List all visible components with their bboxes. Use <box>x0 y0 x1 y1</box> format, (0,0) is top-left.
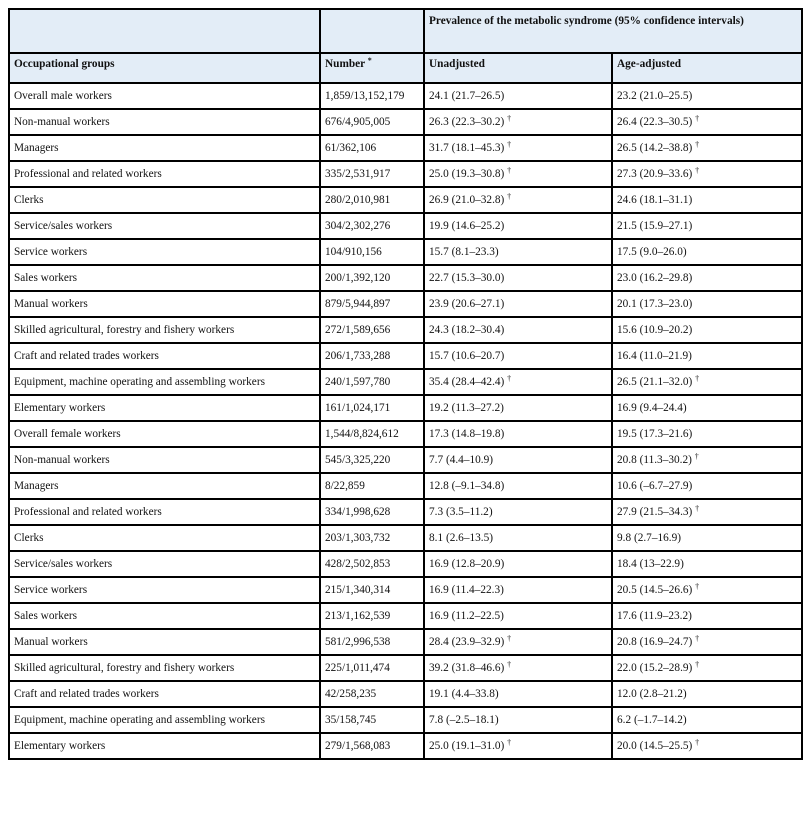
unadjusted-cell-value: 17.3 (14.8–19.8) <box>429 428 505 440</box>
group-cell-value: Manual workers <box>14 636 88 648</box>
number-cell-value: 42/258,235 <box>325 688 377 700</box>
group-cell <box>9 499 320 525</box>
group-cell <box>9 473 320 499</box>
unadjusted-cell <box>424 473 612 499</box>
number-cell-value: 279/1,568,083 <box>325 740 391 752</box>
unadjusted-cell <box>424 135 612 161</box>
table-row <box>9 187 802 213</box>
age-adjusted-cell-value: 20.8 (16.9–24.7) <box>617 636 693 648</box>
unadjusted-cell <box>424 395 612 421</box>
group-cell <box>9 343 320 369</box>
number-cell <box>320 473 424 499</box>
number-cell <box>320 109 424 135</box>
unadjusted-cell <box>424 369 612 395</box>
table-row <box>9 577 802 603</box>
unadjusted-cell-value: 31.7 (18.1–45.3) <box>429 142 505 154</box>
age-adjusted-cell <box>612 733 802 759</box>
table-container <box>8 8 803 760</box>
unadjusted-cell <box>424 161 612 187</box>
unadjusted-cell <box>424 317 612 343</box>
group-cell <box>9 707 320 733</box>
age-adjusted-cell-value: 17.6 (11.9–23.2) <box>617 610 692 622</box>
group-cell-value: Skilled agricultural, forestry and fishery workers <box>14 662 235 674</box>
unadjusted-cell <box>424 551 612 577</box>
number-cell-value: 206/1,733,288 <box>325 350 391 362</box>
age-adjusted-cell-value: 16.9 (9.4–24.4) <box>617 402 687 414</box>
prevalence-table <box>8 8 803 760</box>
number-cell-value: 879/5,944,897 <box>325 298 391 310</box>
number-cell <box>320 291 424 317</box>
number-cell <box>320 369 424 395</box>
table-row <box>9 239 802 265</box>
age-adjusted-cell <box>612 577 802 603</box>
group-cell-value: Service workers <box>14 584 88 596</box>
number-cell <box>320 551 424 577</box>
unadjusted-cell <box>424 577 612 603</box>
unadjusted-cell-value: 35.4 (28.4–42.4) <box>429 376 505 388</box>
age-adjusted-cell <box>612 187 802 213</box>
number-cell-value: 581/2,996,538 <box>325 636 391 648</box>
age-adjusted-cell-value: 26.5 (14.2–38.8) <box>617 142 693 154</box>
number-cell <box>320 317 424 343</box>
age-adjusted-cell-value: 26.5 (21.1–32.0) <box>617 376 693 388</box>
number-cell <box>320 265 424 291</box>
table-row <box>9 291 802 317</box>
group-cell <box>9 135 320 161</box>
table-row <box>9 447 802 473</box>
age-adjusted-cell <box>612 681 802 707</box>
group-cell <box>9 655 320 681</box>
significance-mark: † <box>695 166 700 175</box>
group-cell-value: Service/sales workers <box>14 220 113 232</box>
age-adjusted-cell <box>612 499 802 525</box>
age-adjusted-cell-value: 18.4 (13–22.9) <box>617 558 684 570</box>
unadjusted-cell-value: 7.8 (–2.5–18.1) <box>429 714 499 726</box>
number-cell <box>320 395 424 421</box>
number-cell-value: 428/2,502,853 <box>325 558 391 570</box>
unadjusted-cell <box>424 109 612 135</box>
group-cell-value: Managers <box>14 142 59 154</box>
group-cell <box>9 109 320 135</box>
group-cell <box>9 629 320 655</box>
significance-mark: † <box>507 634 512 643</box>
age-adjusted-cell-value: 17.5 (9.0–26.0) <box>617 246 687 258</box>
number-cell-value: 272/1,589,656 <box>325 324 391 336</box>
unadjusted-cell-value: 23.9 (20.6–27.1) <box>429 298 505 310</box>
group-cell-value: Elementary workers <box>14 402 106 414</box>
unadjusted-cell-value: 26.3 (22.3–30.2) <box>429 116 505 128</box>
group-cell-value: Professional and related workers <box>14 506 162 518</box>
age-adjusted-cell <box>612 551 802 577</box>
table-row <box>9 109 802 135</box>
header-row-top <box>9 9 802 53</box>
table-row <box>9 265 802 291</box>
unadjusted-cell <box>424 525 612 551</box>
age-adjusted-cell <box>612 421 802 447</box>
prevalence-group-header: Prevalence of the metabolic syndrome (95% confidence intervals) <box>424 9 802 53</box>
table-row <box>9 421 802 447</box>
age-adjusted-cell <box>612 447 802 473</box>
significance-mark: † <box>507 114 512 123</box>
number-cell-value: 35/158,745 <box>325 714 377 726</box>
number-cell-value: 215/1,340,314 <box>325 584 391 596</box>
age-adjusted-cell <box>612 161 802 187</box>
number-cell-value: 676/4,905,005 <box>325 116 391 128</box>
significance-mark: † <box>507 738 512 747</box>
number-cell-value: 61/362,106 <box>325 142 377 154</box>
age-adjusted-cell <box>612 473 802 499</box>
number-cell <box>320 525 424 551</box>
age-adjusted-cell <box>612 655 802 681</box>
age-adjusted-cell-value: 27.3 (20.9–33.6) <box>617 168 693 180</box>
group-cell-value: Craft and related trades workers <box>14 688 159 700</box>
table-row <box>9 369 802 395</box>
table-row <box>9 83 802 109</box>
group-cell-value: Managers <box>14 480 59 492</box>
table-row <box>9 395 802 421</box>
number-cell <box>320 213 424 239</box>
significance-mark: † <box>507 374 512 383</box>
age-adjusted-cell-value: 16.4 (11.0–21.9) <box>617 350 692 362</box>
header-empty-cell <box>9 9 320 53</box>
unadjusted-cell-value: 25.0 (19.3–30.8) <box>429 168 505 180</box>
number-cell <box>320 499 424 525</box>
table-row <box>9 317 802 343</box>
group-cell <box>9 733 320 759</box>
number-cell <box>320 421 424 447</box>
number-cell-value: 304/2,302,276 <box>325 220 391 232</box>
number-cell <box>320 603 424 629</box>
number-cell <box>320 733 424 759</box>
unadjusted-cell-value: 28.4 (23.9–32.9) <box>429 636 505 648</box>
age-adjusted-cell <box>612 629 802 655</box>
unadjusted-cell-value: 16.9 (12.8–20.9) <box>429 558 505 570</box>
age-adjusted-cell-value: 9.8 (2.7–16.9) <box>617 532 682 544</box>
significance-mark: † <box>695 634 700 643</box>
number-cell-value: 1,544/8,824,612 <box>325 428 399 440</box>
table-row <box>9 733 802 759</box>
table-row <box>9 473 802 499</box>
group-cell <box>9 161 320 187</box>
age-adjusted-cell <box>612 135 802 161</box>
age-adjusted-cell <box>612 369 802 395</box>
group-cell-value: Equipment, machine operating and assembling workers <box>14 376 265 388</box>
number-cell <box>320 239 424 265</box>
group-cell-value: Service workers <box>14 246 88 258</box>
group-cell-value: Non-manual workers <box>14 454 110 466</box>
age-adjusted-cell-value: 15.6 (10.9–20.2) <box>617 324 693 336</box>
unadjusted-cell-value: 19.2 (11.3–27.2) <box>429 402 504 414</box>
group-cell-value: Overall female workers <box>14 428 121 440</box>
group-cell-value: Sales workers <box>14 610 78 622</box>
col-number <box>320 53 424 83</box>
table-row <box>9 161 802 187</box>
age-adjusted-cell <box>612 109 802 135</box>
significance-mark: † <box>507 140 512 149</box>
unadjusted-cell-value: 16.9 (11.2–22.5) <box>429 610 504 622</box>
number-cell <box>320 343 424 369</box>
unadjusted-cell <box>424 655 612 681</box>
number-cell-value: 203/1,303,732 <box>325 532 391 544</box>
unadjusted-cell <box>424 265 612 291</box>
group-cell <box>9 525 320 551</box>
significance-mark: † <box>695 738 700 747</box>
table-row <box>9 343 802 369</box>
table-row <box>9 551 802 577</box>
age-adjusted-cell-value: 10.6 (–6.7–27.9) <box>617 480 693 492</box>
table-row <box>9 629 802 655</box>
age-adjusted-cell <box>612 213 802 239</box>
age-adjusted-cell <box>612 291 802 317</box>
table-row <box>9 135 802 161</box>
unadjusted-cell <box>424 499 612 525</box>
group-cell <box>9 603 320 629</box>
group-cell <box>9 551 320 577</box>
number-cell-value: 104/910,156 <box>325 246 382 258</box>
group-cell <box>9 83 320 109</box>
unadjusted-cell-value: 7.3 (3.5–11.2) <box>429 506 493 518</box>
age-adjusted-cell <box>612 265 802 291</box>
number-cell-value: 1,859/13,152,179 <box>325 90 405 102</box>
age-adjusted-cell-value: 22.0 (15.2–28.9) <box>617 662 693 674</box>
group-cell-value: Clerks <box>14 194 44 206</box>
significance-mark: † <box>695 660 700 669</box>
age-adjusted-cell-value: 19.5 (17.3–21.6) <box>617 428 693 440</box>
age-adjusted-cell-value: 21.5 (15.9–27.1) <box>617 220 693 232</box>
unadjusted-cell <box>424 83 612 109</box>
number-cell <box>320 83 424 109</box>
unadjusted-cell-value: 24.3 (18.2–30.4) <box>429 324 505 336</box>
significance-mark: † <box>695 582 700 591</box>
group-cell <box>9 369 320 395</box>
unadjusted-cell-value: 22.7 (15.3–30.0) <box>429 272 505 284</box>
unadjusted-cell <box>424 291 612 317</box>
table-body <box>9 83 802 759</box>
group-cell-value: Overall male workers <box>14 90 112 102</box>
age-adjusted-cell-value: 24.6 (18.1–31.1) <box>617 194 693 206</box>
group-cell <box>9 265 320 291</box>
age-adjusted-cell-value: 6.2 (–1.7–14.2) <box>617 714 687 726</box>
age-adjusted-cell <box>612 707 802 733</box>
number-cell-value: 161/1,024,171 <box>325 402 391 414</box>
number-cell <box>320 187 424 213</box>
col-unadjusted: Unadjusted <box>424 53 612 83</box>
table-row <box>9 603 802 629</box>
unadjusted-cell-value: 15.7 (10.6–20.7) <box>429 350 505 362</box>
significance-mark: † <box>695 504 700 513</box>
col-occupational-groups: Occupational groups <box>9 53 320 83</box>
unadjusted-cell-value: 26.9 (21.0–32.8) <box>429 194 505 206</box>
unadjusted-cell-value: 8.1 (2.6–13.5) <box>429 532 494 544</box>
unadjusted-cell <box>424 629 612 655</box>
group-cell-value: Manual workers <box>14 298 88 310</box>
unadjusted-cell <box>424 733 612 759</box>
number-cell-value: 280/2,010,981 <box>325 194 391 206</box>
col-number-label: Number <box>325 58 365 70</box>
number-cell-value: 545/3,325,220 <box>325 454 391 466</box>
number-cell-value: 8/22,859 <box>325 480 365 492</box>
group-cell-value: Equipment, machine operating and assembling workers <box>14 714 265 726</box>
group-cell <box>9 291 320 317</box>
unadjusted-cell <box>424 187 612 213</box>
age-adjusted-cell-value: 20.5 (14.5–26.6) <box>617 584 693 596</box>
age-adjusted-cell <box>612 317 802 343</box>
unadjusted-cell <box>424 421 612 447</box>
group-cell <box>9 239 320 265</box>
group-cell-value: Service/sales workers <box>14 558 113 570</box>
unadjusted-cell-value: 19.9 (14.6–25.2) <box>429 220 505 232</box>
unadjusted-cell-value: 19.1 (4.4–33.8) <box>429 688 499 700</box>
unadjusted-cell <box>424 239 612 265</box>
group-cell <box>9 187 320 213</box>
number-cell-value: 240/1,597,780 <box>325 376 391 388</box>
number-cell <box>320 707 424 733</box>
table-row <box>9 655 802 681</box>
significance-mark: † <box>695 114 700 123</box>
unadjusted-cell-value: 12.8 (–9.1–34.8) <box>429 480 505 492</box>
age-adjusted-cell-value: 27.9 (21.5–34.3) <box>617 506 693 518</box>
significance-mark: † <box>695 374 700 383</box>
number-cell <box>320 577 424 603</box>
table-row <box>9 525 802 551</box>
number-cell-value: 334/1,998,628 <box>325 506 391 518</box>
group-cell-value: Elementary workers <box>14 740 106 752</box>
table-header <box>9 9 802 83</box>
number-cell <box>320 681 424 707</box>
unadjusted-cell <box>424 343 612 369</box>
group-cell <box>9 447 320 473</box>
header-row-columns <box>9 53 802 83</box>
age-adjusted-cell <box>612 395 802 421</box>
unadjusted-cell <box>424 707 612 733</box>
significance-mark: † <box>695 140 700 149</box>
group-cell-value: Craft and related trades workers <box>14 350 159 362</box>
number-cell <box>320 135 424 161</box>
age-adjusted-cell <box>612 603 802 629</box>
group-cell-value: Professional and related workers <box>14 168 162 180</box>
age-adjusted-cell-value: 23.0 (16.2–29.8) <box>617 272 693 284</box>
group-cell-value: Sales workers <box>14 272 78 284</box>
table-row <box>9 707 802 733</box>
age-adjusted-cell <box>612 525 802 551</box>
age-adjusted-cell <box>612 239 802 265</box>
col-number-footnote-mark: * <box>367 56 372 65</box>
group-cell-value: Skilled agricultural, forestry and fishery workers <box>14 324 235 336</box>
significance-mark: † <box>507 660 512 669</box>
age-adjusted-cell-value: 20.8 (11.3–30.2) <box>617 454 692 466</box>
unadjusted-cell-value: 24.1 (21.7–26.5) <box>429 90 505 102</box>
group-cell <box>9 421 320 447</box>
number-cell-value: 225/1,011,474 <box>325 662 390 674</box>
age-adjusted-cell-value: 23.2 (21.0–25.5) <box>617 90 693 102</box>
unadjusted-cell-value: 39.2 (31.8–46.6) <box>429 662 505 674</box>
unadjusted-cell <box>424 447 612 473</box>
number-cell <box>320 655 424 681</box>
group-cell <box>9 681 320 707</box>
table-row <box>9 499 802 525</box>
number-cell <box>320 629 424 655</box>
unadjusted-cell-value: 7.7 (4.4–10.9) <box>429 454 494 466</box>
group-cell <box>9 317 320 343</box>
header-empty-cell <box>320 9 424 53</box>
significance-mark: † <box>507 192 512 201</box>
group-cell <box>9 213 320 239</box>
number-cell <box>320 161 424 187</box>
number-cell <box>320 447 424 473</box>
age-adjusted-cell <box>612 343 802 369</box>
age-adjusted-cell <box>612 83 802 109</box>
age-adjusted-cell-value: 26.4 (22.3–30.5) <box>617 116 693 128</box>
age-adjusted-cell-value: 20.0 (14.5–25.5) <box>617 740 693 752</box>
unadjusted-cell-value: 16.9 (11.4–22.3) <box>429 584 504 596</box>
age-adjusted-cell-value: 20.1 (17.3–23.0) <box>617 298 693 310</box>
group-cell <box>9 395 320 421</box>
unadjusted-cell-value: 15.7 (8.1–23.3) <box>429 246 499 258</box>
col-age-adjusted: Age-adjusted <box>612 53 802 83</box>
number-cell-value: 200/1,392,120 <box>325 272 391 284</box>
unadjusted-cell-value: 25.0 (19.1–31.0) <box>429 740 505 752</box>
significance-mark: † <box>507 166 512 175</box>
number-cell-value: 213/1,162,539 <box>325 610 391 622</box>
group-cell <box>9 577 320 603</box>
significance-mark: † <box>694 452 699 461</box>
age-adjusted-cell-value: 12.0 (2.8–21.2) <box>617 688 687 700</box>
unadjusted-cell <box>424 213 612 239</box>
table-row <box>9 681 802 707</box>
number-cell-value: 335/2,531,917 <box>325 168 391 180</box>
unadjusted-cell <box>424 603 612 629</box>
group-cell-value: Clerks <box>14 532 44 544</box>
table-row <box>9 213 802 239</box>
group-cell-value: Non-manual workers <box>14 116 110 128</box>
unadjusted-cell <box>424 681 612 707</box>
